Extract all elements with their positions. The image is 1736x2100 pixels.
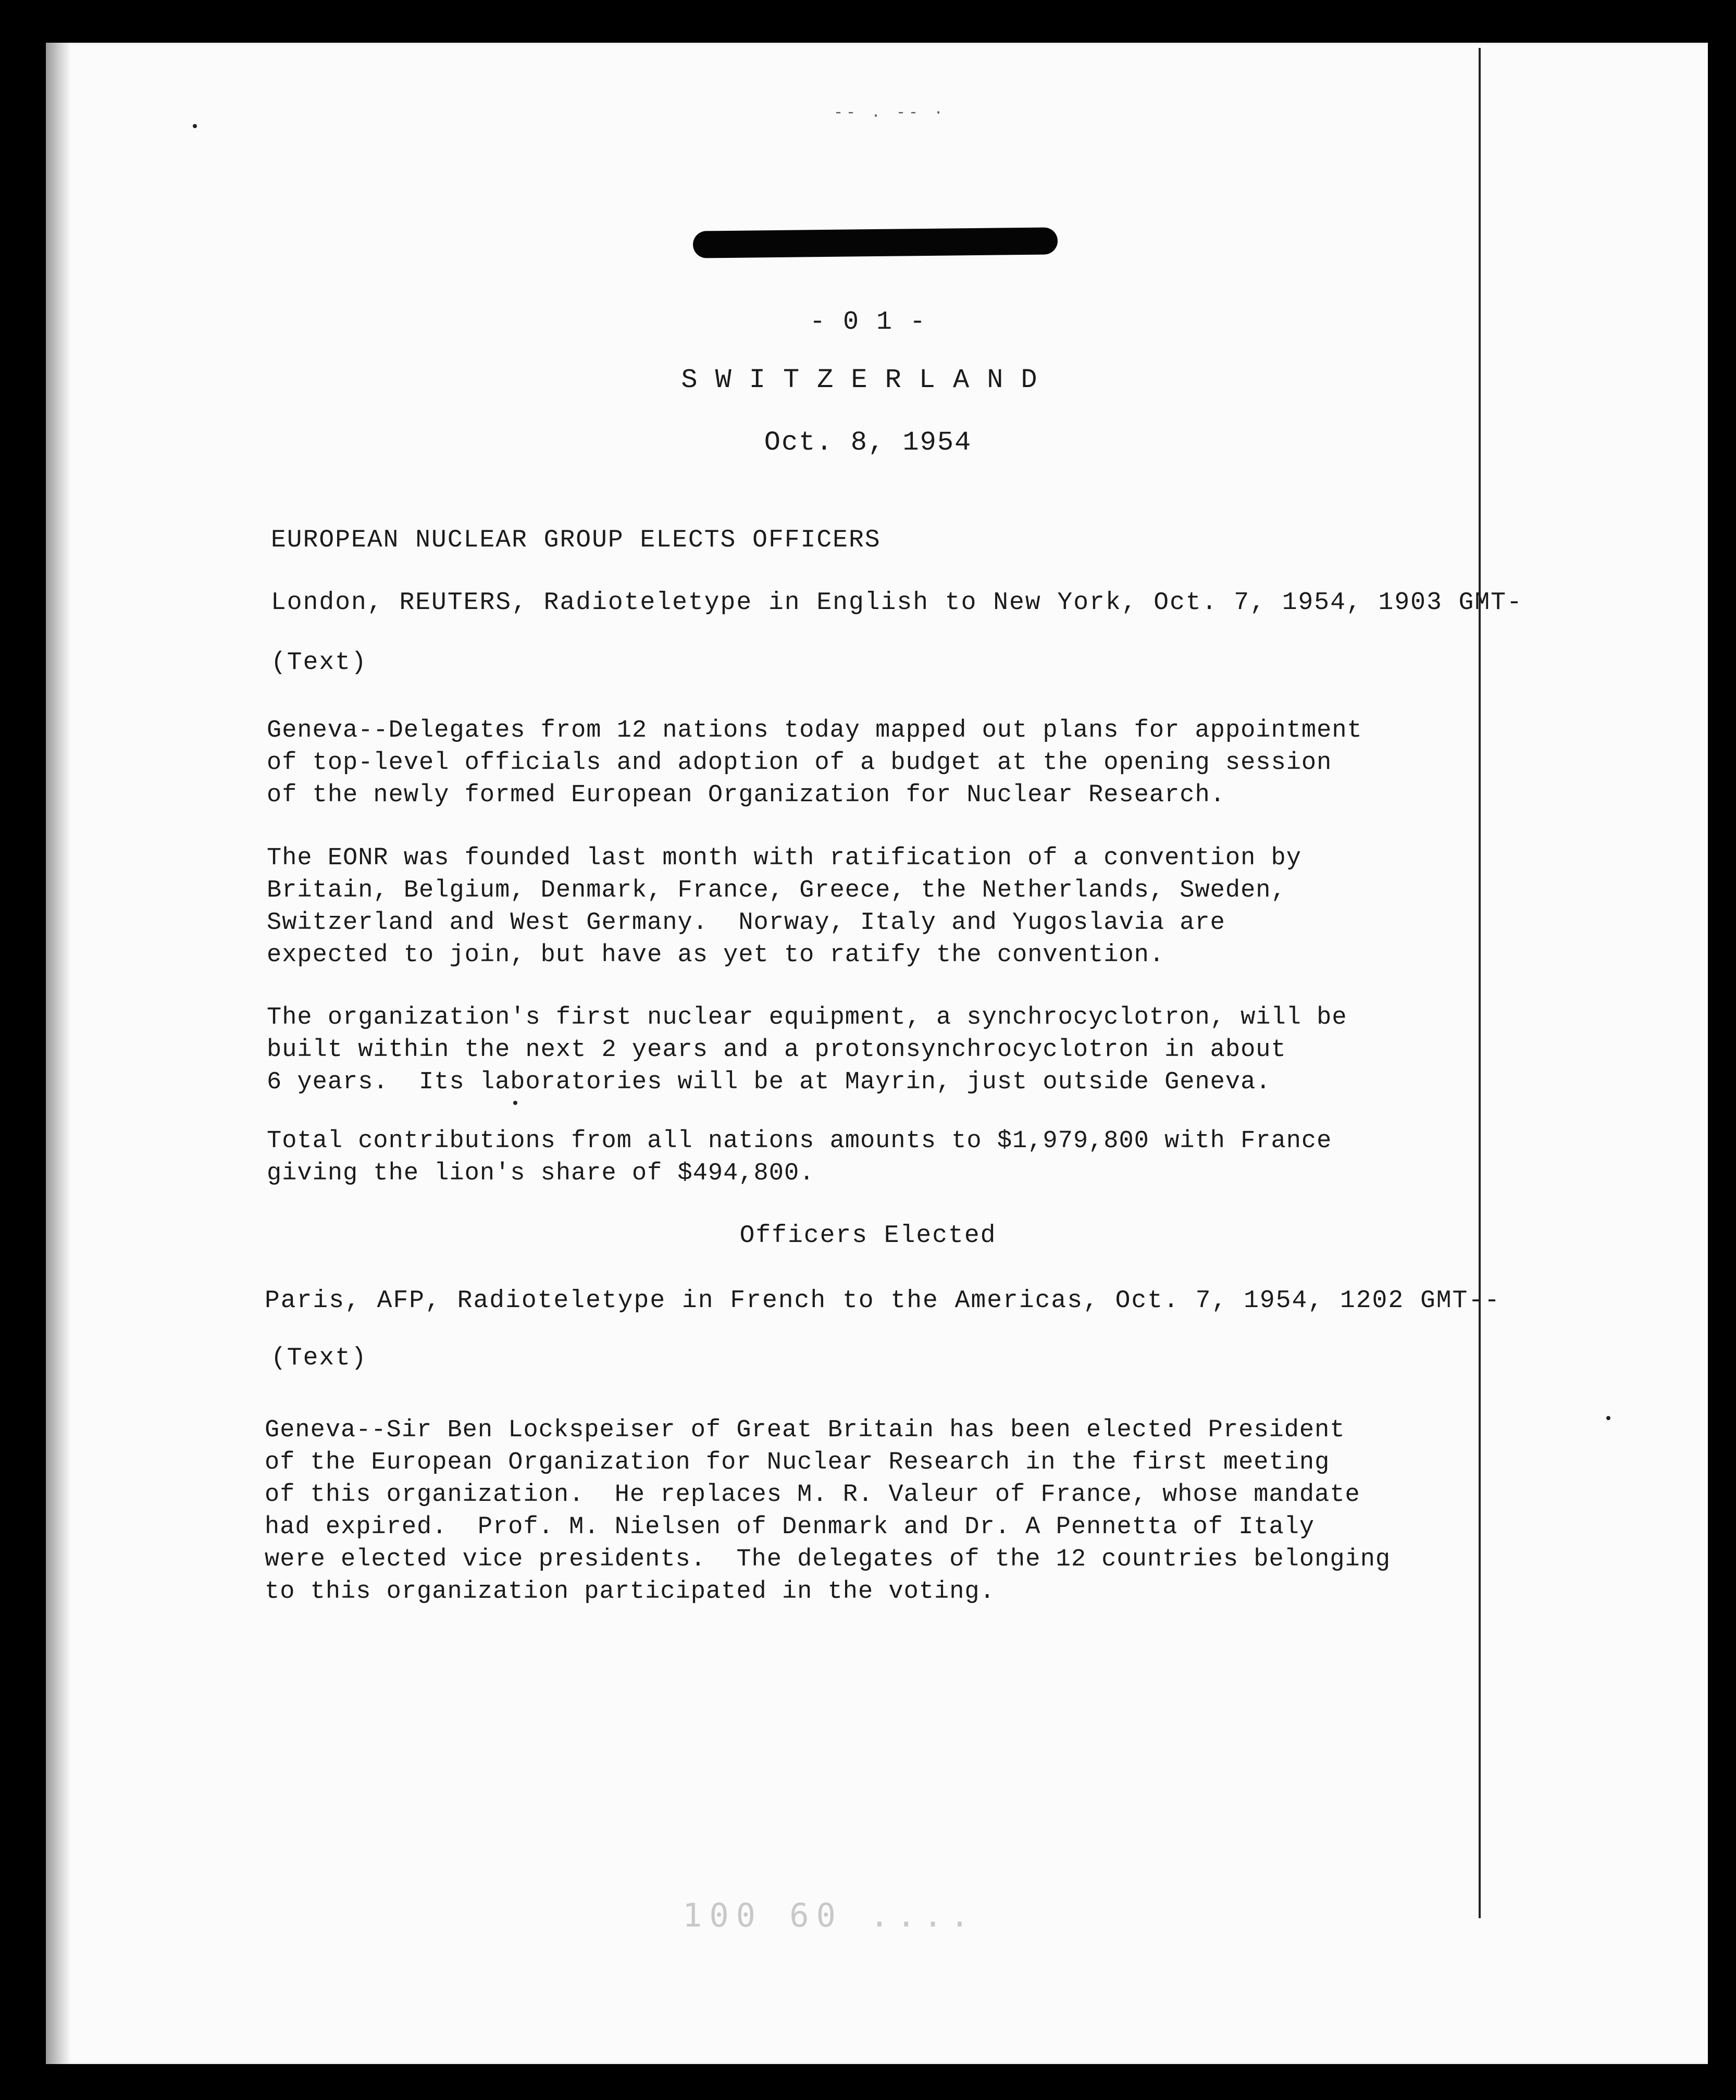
paragraph-3: The organization's first nuclear equipment, a synchrocyclotron, will be built within the next 2 years and a protonsynchrocyclotron in about 6 years. Its laboratories will be at Mayrin, just outside Geneva. [267,1004,1347,1096]
speck [513,1101,517,1105]
subheading: Officers Elected [739,1222,997,1250]
paragraph-5: Geneva--Sir Ben Lockspeiser of Great Britain has been elected President of the European Organization for Nuclear Research in the first meeting of this organization. He replaces M. R. Valeur of France, whose mandate had expired. Prof. M. Nielsen of Denmark and Dr. A Pennetta of Italy were elected vice presidents. The delegates of the 12 countries belonging to this organization participated in the voting. [265,1416,1391,1606]
page-number: - 0 1 - [809,307,927,337]
speck [193,124,197,128]
source-line-2: Paris, AFP, Radioteletype in French to the Americas, Oct. 7, 1954, 1202 GMT-- [265,1287,1501,1315]
redaction-bar [693,227,1058,258]
country-heading: SWITZERLAND [681,365,1055,395]
speck [1606,1416,1610,1420]
text-note-2: (Text) [271,1344,367,1372]
headline: EUROPEAN NUCLEAR GROUP ELECTS OFFICERS [271,526,881,554]
paragraph-4: Total contributions from all nations amounts to $1,979,800 with France giving the lion's share of $494,800. [267,1127,1332,1187]
source-line-1: London, REUTERS, Radioteletype in English to New York, Oct. 7, 1954, 1903 GMT- [271,589,1523,617]
text-note-1: (Text) [271,649,367,677]
bottom-stamp: 100 60 .... [683,1896,977,1934]
top-handwritten-mark: -- . -- · [834,104,947,122]
page-edge-shadow [46,43,71,2064]
paragraph-1: Geneva--Delegates from 12 nations today mapped out plans for appointment of top-level officials and adoption of a budget at the opening session of the newly formed European Organization for Nuclear Research. [267,717,1362,809]
document-date: Oct. 8, 1954 [764,427,972,458]
paragraph-2: The EONR was founded last month with ratification of a convention by Britain, Belgium, Denmark, France, Greece, the Netherlands, Sweden, Switzerland and West Germany. Norway, Italy and Yugoslavia are expected to join, but have as yet to ratify the convention. [267,844,1301,969]
